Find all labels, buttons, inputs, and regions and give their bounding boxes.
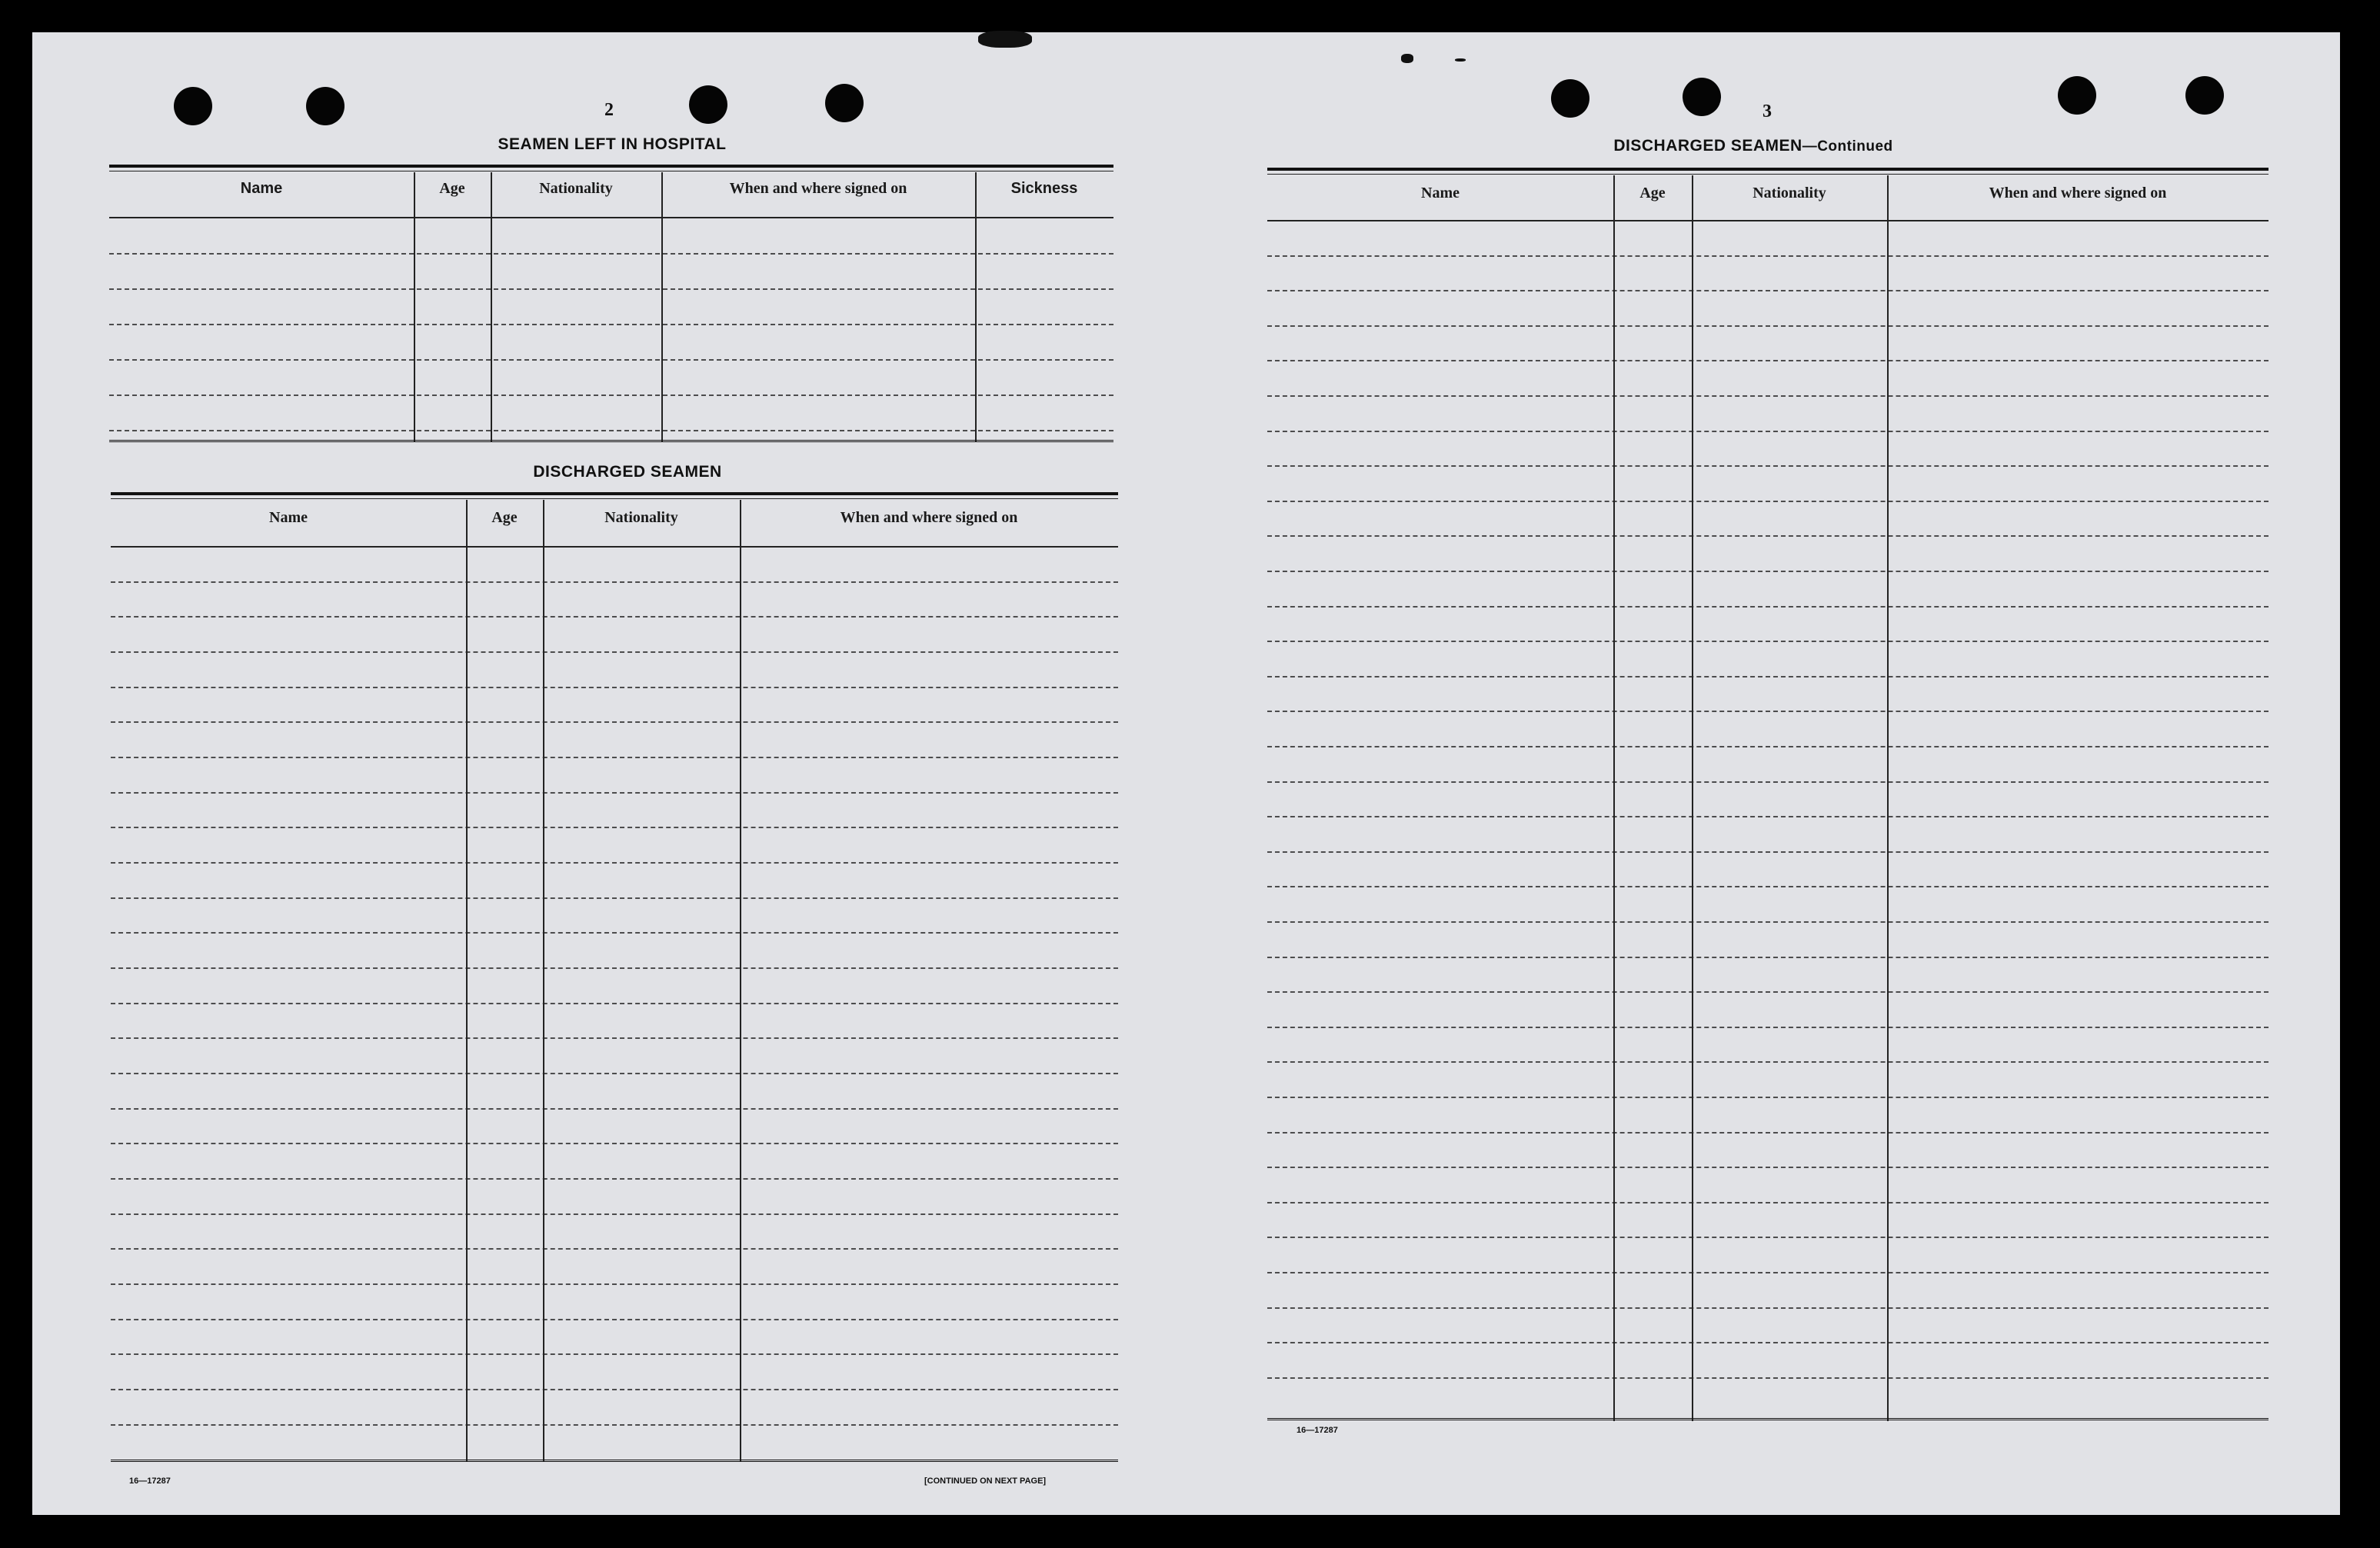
row-line (111, 1178, 1118, 1180)
row-line (1267, 395, 2268, 397)
section-title-text: DISCHARGED SEAMEN (1613, 137, 1802, 155)
row-line (111, 827, 1118, 828)
row-line (111, 1003, 1118, 1004)
row-line (111, 1073, 1118, 1074)
paper-blemish (1455, 58, 1466, 62)
punch-hole (825, 84, 864, 122)
table-top-rule (1267, 174, 2268, 175)
row-line (1267, 641, 2268, 642)
row-line (111, 1037, 1118, 1039)
row-line (1267, 711, 2268, 712)
row-line (111, 897, 1118, 899)
column-divider (975, 172, 977, 441)
page-number-left: 2 (604, 100, 614, 120)
column-header-name: Name (240, 180, 283, 197)
column-divider (661, 172, 663, 441)
table-bottom-rule (111, 1460, 1118, 1462)
row-line (1267, 325, 2268, 327)
row-line (111, 967, 1118, 969)
row-line (109, 253, 1113, 255)
column-divider (740, 500, 741, 1461)
row-line (111, 687, 1118, 688)
table-top-rule (111, 498, 1118, 499)
continued-note: [CONTINUED ON NEXT PAGE] (924, 1476, 1047, 1486)
column-header-age: Age (1639, 185, 1666, 201)
row-line (1267, 290, 2268, 291)
row-line (1267, 991, 2268, 993)
row-line (111, 651, 1118, 653)
row-line (111, 1108, 1118, 1110)
row-line (1267, 1307, 2268, 1309)
row-line (1267, 1027, 2268, 1028)
punch-hole (1551, 79, 1589, 118)
row-line (111, 1353, 1118, 1355)
page-number-right: 3 (1763, 102, 1772, 122)
section-title-discharged-continued (1613, 137, 1892, 155)
column-header-age: Age (491, 509, 518, 526)
row-line (111, 1319, 1118, 1320)
column-header-signed-on: When and where signed on (1989, 185, 2167, 201)
discharged-table-left (111, 492, 1118, 1476)
hospital-table (109, 165, 1113, 480)
column-header-nationality: Nationality (604, 509, 678, 526)
row-line (111, 721, 1118, 723)
row-line (111, 1213, 1118, 1215)
header-divider (111, 546, 1118, 548)
paper-blemish (1401, 54, 1413, 63)
row-line (111, 581, 1118, 583)
section-title-discharged: DISCHARGED SEAMEN (533, 463, 722, 481)
row-line (111, 1248, 1118, 1250)
discharged-table-right (1267, 168, 2268, 1460)
column-header-age: Age (439, 180, 465, 197)
punch-hole (689, 85, 727, 124)
row-line (1267, 255, 2268, 257)
row-line (111, 1283, 1118, 1285)
table-bottom-rule (109, 440, 1113, 442)
paper-blemish (978, 31, 1032, 48)
column-divider (543, 500, 544, 1461)
row-line (1267, 1132, 2268, 1134)
row-line (1267, 1377, 2268, 1379)
punch-hole (174, 87, 212, 125)
punch-hole (1683, 78, 1721, 116)
column-header-sickness: Sickness (1010, 180, 1078, 197)
row-line (109, 430, 1113, 431)
column-divider (491, 172, 492, 441)
column-divider (1692, 175, 1693, 1421)
header-divider (1267, 220, 2268, 221)
row-line (1267, 1202, 2268, 1203)
row-line (109, 359, 1113, 361)
row-line (111, 1143, 1118, 1144)
column-divider (1613, 175, 1615, 1421)
row-line (1267, 1097, 2268, 1098)
column-header-name: Name (269, 509, 308, 526)
column-header-signed-on: When and where signed on (729, 180, 907, 197)
punch-hole (2185, 76, 2224, 115)
row-line (1267, 851, 2268, 853)
row-line (109, 324, 1113, 325)
form-number-left: 16—17287 (129, 1476, 171, 1486)
row-line (111, 1389, 1118, 1390)
row-line (111, 862, 1118, 864)
row-line (1267, 535, 2268, 537)
table-top-rule (111, 492, 1118, 495)
row-line (1267, 957, 2268, 958)
form-number-right: 16—17287 (1297, 1426, 1338, 1435)
row-line (111, 932, 1118, 934)
row-line (109, 288, 1113, 290)
row-line (111, 616, 1118, 618)
column-divider (466, 500, 468, 1461)
row-line (111, 757, 1118, 758)
row-line (1267, 1342, 2268, 1343)
section-title-hospital: SEAMEN LEFT IN HOSPITAL (498, 135, 727, 153)
row-line (1267, 360, 2268, 361)
punch-hole (2058, 76, 2096, 115)
row-line (111, 1424, 1118, 1426)
row-line (1267, 886, 2268, 887)
column-header-nationality: Nationality (1753, 185, 1826, 201)
row-line (111, 792, 1118, 794)
column-header-nationality: Nationality (539, 180, 613, 197)
table-top-rule (1267, 168, 2268, 171)
row-line (1267, 571, 2268, 572)
row-line (1267, 1272, 2268, 1273)
column-divider (414, 172, 415, 441)
column-header-signed-on: When and where signed on (840, 509, 1018, 526)
row-line (109, 394, 1113, 396)
section-title-suffix: —Continued (1802, 138, 1893, 155)
punch-hole (306, 87, 345, 125)
table-top-rule (109, 165, 1113, 168)
row-line (1267, 676, 2268, 677)
row-line (1267, 465, 2268, 467)
row-line (1267, 781, 2268, 783)
row-line (1267, 1061, 2268, 1063)
row-line (1267, 816, 2268, 817)
row-line (1267, 431, 2268, 432)
document-paper (32, 32, 2340, 1515)
row-line (1267, 1167, 2268, 1168)
header-divider (109, 217, 1113, 218)
row-line (1267, 1237, 2268, 1238)
table-bottom-rule (1267, 1418, 2268, 1420)
column-header-name: Name (1421, 185, 1460, 201)
row-line (1267, 746, 2268, 747)
column-divider (1887, 175, 1889, 1421)
row-line (1267, 921, 2268, 923)
row-line (1267, 606, 2268, 608)
row-line (1267, 501, 2268, 502)
